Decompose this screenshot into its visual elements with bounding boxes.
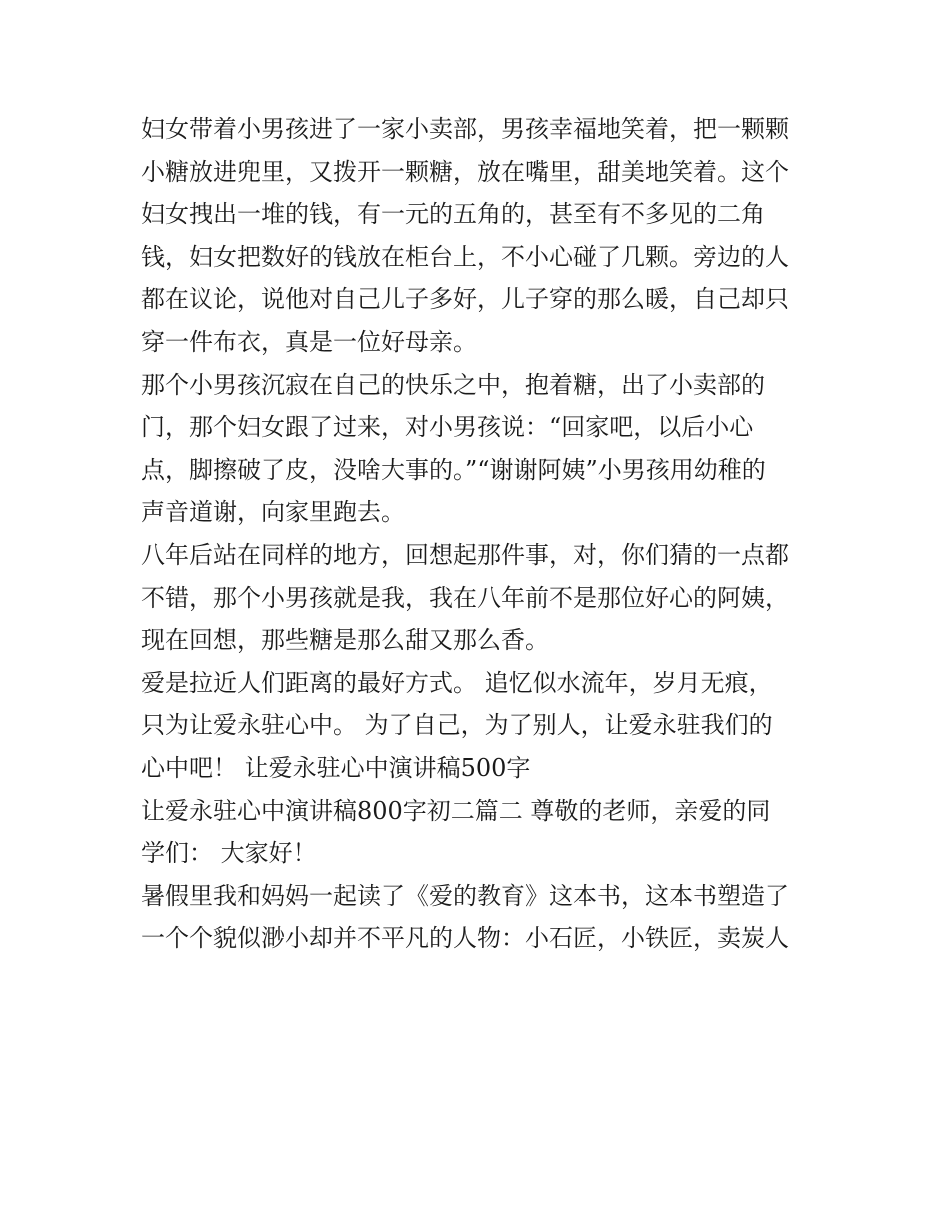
text-line: 只为让爱永驻心中。 为了自己，为了别人，让爱永驻我们的: [141, 711, 773, 740]
text-line: 小糖放进兜里，又拨开一颗糖，放在嘴里，甜美地笑着。这个: [141, 157, 789, 186]
text-line: 妇女带着小男孩进了一家小卖部，男孩幸福地笑着，把一颗颗: [141, 115, 789, 143]
text-line: 让爱永驻心中演讲稿800字初二篇二 尊敬的老师，亲爱的同: [141, 796, 771, 825]
document-body: [141, 108, 821, 960]
text-line: 爱是拉近人们距离的最好方式。 追忆似水流年，岁月无痕，: [141, 668, 773, 697]
text-line: 暑假里我和妈妈一起读了《爱的教育》这本书，这本书塑造了: [141, 881, 789, 910]
text-line: 妇女拽出一堆的钱，有一元的五角的，甚至有不多见的二角: [141, 200, 765, 229]
text-line: 穿一件布衣，真是一位好母亲。: [141, 327, 477, 356]
text-line: 心中吧！ 让爱永驻心中演讲稿500字: [141, 753, 531, 782]
text-line: 那个小男孩沉寂在自己的快乐之中，抱着糖，出了小卖部的: [141, 370, 765, 399]
text-line: 学们： 大家好！: [141, 839, 317, 868]
text-line: 钱，妇女把数好的钱放在柜台上，不小心碰了几颗。旁边的人: [141, 242, 789, 271]
text-line: 点，脚擦破了皮，没啥大事的。”“谢谢阿姨”小男孩用幼稚的: [141, 455, 766, 484]
text-line: 一个个貌似渺小却并不平凡的人物：小石匠，小铁匠，卖炭人: [141, 924, 789, 953]
text-line: 现在回想，那些糖是那么甜又那么香。: [141, 626, 549, 655]
text-line: 八年后站在同样的地方，回想起那件事，对，你们猜的一点都: [141, 540, 789, 569]
text-line: 不错，那个小男孩就是我，我在八年前不是那位好心的阿姨，: [141, 583, 789, 612]
text-line: 都在议论，说他对自己儿子多好，儿子穿的那么暖，自己却只: [141, 285, 789, 314]
text-line: 门，那个妇女跟了过来，对小男孩说：“回家吧，以后小心: [141, 413, 754, 442]
text-line: 声音道谢，向家里跑去。: [141, 498, 405, 527]
